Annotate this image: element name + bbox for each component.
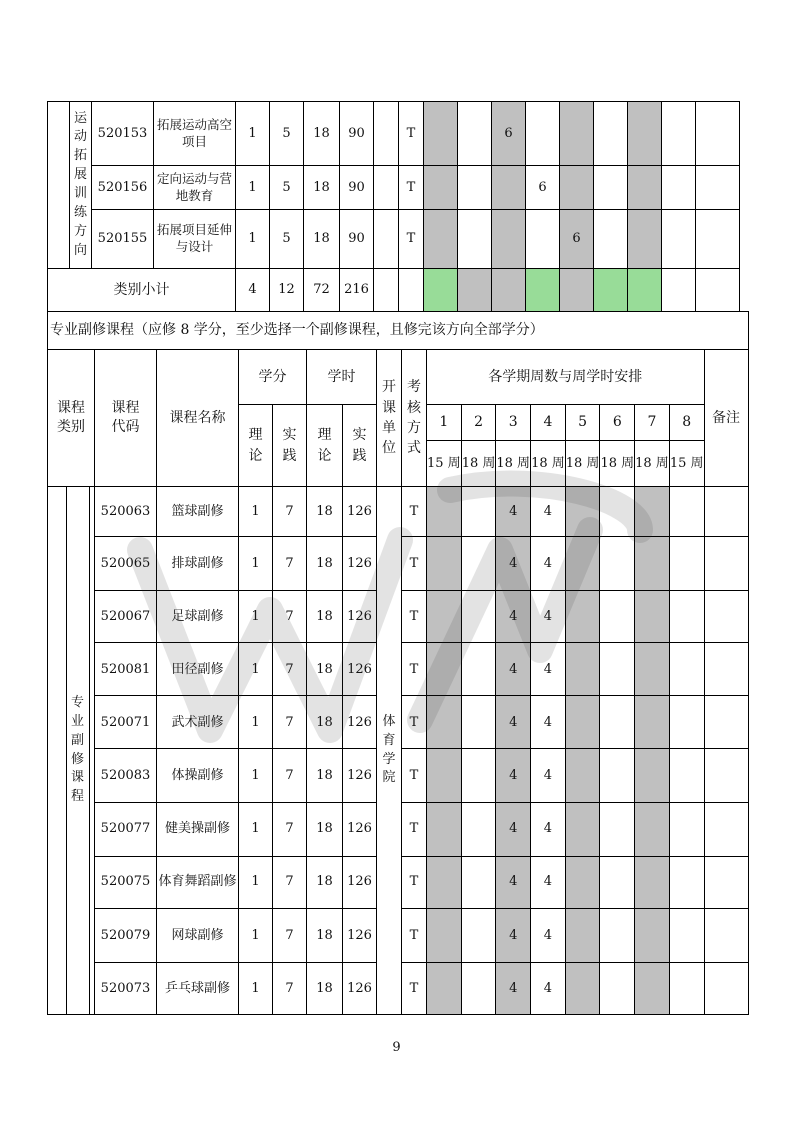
semester-5-cell bbox=[565, 537, 600, 591]
semester-7-cell bbox=[635, 856, 670, 908]
course-code: 520153 bbox=[92, 102, 154, 166]
section-title-row bbox=[48, 312, 749, 350]
semester-1-cell bbox=[427, 591, 462, 643]
minor-category: 专业副修课程 bbox=[48, 487, 95, 1015]
semester-8-cell bbox=[669, 802, 704, 856]
semester-6-cell bbox=[600, 487, 635, 537]
semester-1-cell bbox=[427, 696, 462, 749]
course-code: 520073 bbox=[95, 962, 157, 1014]
practice-credit: 7 bbox=[273, 487, 307, 537]
theory-hours: 18 bbox=[307, 591, 343, 643]
header-row bbox=[48, 350, 749, 405]
semester-8-cell bbox=[669, 962, 704, 1014]
exam-method: T bbox=[402, 856, 427, 908]
semester-8-cell bbox=[662, 102, 696, 166]
group-label: 运动拓展训练方向 bbox=[70, 102, 92, 269]
semester-header: 5 bbox=[565, 405, 600, 441]
dept-cell bbox=[374, 166, 399, 210]
semester-header: 7 bbox=[635, 405, 670, 441]
semester-3-cell: 4 bbox=[496, 749, 531, 802]
course-name: 拓展项目延伸与设计 bbox=[154, 210, 236, 269]
notes-cell bbox=[696, 269, 740, 312]
header-dept: 开课单位 bbox=[377, 350, 402, 487]
practice-credit: 7 bbox=[273, 643, 307, 696]
semester-4-cell: 4 bbox=[531, 856, 566, 908]
table-row bbox=[48, 166, 740, 210]
semester-4-cell: 4 bbox=[531, 643, 566, 696]
practice-hours: 126 bbox=[343, 537, 377, 591]
practice-credit: 5 bbox=[270, 102, 304, 166]
course-code: 520156 bbox=[92, 166, 154, 210]
semester-7-cell bbox=[635, 487, 670, 537]
course-name: 健美操副修 bbox=[157, 802, 239, 856]
notes-cell bbox=[704, 749, 748, 802]
header-credits: 学分 bbox=[239, 350, 307, 405]
theory-hours: 18 bbox=[307, 908, 343, 962]
semester-6-cell bbox=[600, 591, 635, 643]
subtotal-label: 类别小计 bbox=[48, 269, 236, 312]
semester-6-cell bbox=[600, 749, 635, 802]
semester-2-cell bbox=[461, 643, 496, 696]
semester-header: 8 bbox=[669, 405, 704, 441]
semester-6-cell bbox=[600, 643, 635, 696]
semester-5-cell bbox=[565, 591, 600, 643]
practice-credit: 7 bbox=[273, 908, 307, 962]
semester-5-cell bbox=[565, 908, 600, 962]
minor-course-table bbox=[47, 311, 749, 1015]
theory-hours: 18 bbox=[307, 856, 343, 908]
practice-credit: 7 bbox=[273, 591, 307, 643]
semester-5-cell bbox=[565, 487, 600, 537]
section-title: 专业副修课程（应修 8 学分，至少选择一个副修课程，且修完该方向全部学分） bbox=[48, 312, 749, 350]
practice-hours: 126 bbox=[343, 749, 377, 802]
semester-7-cell bbox=[635, 749, 670, 802]
semester-6-cell bbox=[600, 908, 635, 962]
semester-5-cell bbox=[565, 856, 600, 908]
practice-hours: 126 bbox=[343, 591, 377, 643]
semester-2-cell bbox=[458, 166, 492, 210]
semester-3-cell: 4 bbox=[496, 856, 531, 908]
course-name: 武术副修 bbox=[157, 696, 239, 749]
course-name: 排球副修 bbox=[157, 537, 239, 591]
semester-6-cell bbox=[594, 210, 628, 269]
course-name: 田径副修 bbox=[157, 643, 239, 696]
practice-credit: 5 bbox=[270, 166, 304, 210]
semester-1-cell bbox=[427, 908, 462, 962]
semester-1-cell bbox=[427, 802, 462, 856]
semester-7-cell bbox=[635, 908, 670, 962]
semester-7-cell bbox=[628, 102, 662, 166]
semester-4-cell bbox=[526, 210, 560, 269]
semester-1-cell bbox=[424, 166, 458, 210]
semester-4-cell: 4 bbox=[531, 487, 566, 537]
semester-8-cell bbox=[662, 210, 696, 269]
semester-4-cell: 4 bbox=[531, 962, 566, 1014]
top-course-table bbox=[47, 101, 740, 312]
practice-hours: 126 bbox=[343, 908, 377, 962]
semester-6-cell bbox=[600, 962, 635, 1014]
semester-4-cell bbox=[526, 269, 560, 312]
exam-method: T bbox=[402, 908, 427, 962]
semester-7-cell bbox=[635, 962, 670, 1014]
semester-8-cell bbox=[662, 269, 696, 312]
subtotal-practice-credit: 12 bbox=[270, 269, 304, 312]
semester-8-cell bbox=[669, 749, 704, 802]
header-schedule: 各学期周数与周学时安排 bbox=[427, 350, 705, 405]
practice-hours: 126 bbox=[343, 802, 377, 856]
table-row bbox=[48, 210, 740, 269]
semester-5-cell: 6 bbox=[560, 210, 594, 269]
course-code: 520077 bbox=[95, 802, 157, 856]
weeks-header: 15 周 bbox=[427, 441, 462, 487]
table-row bbox=[48, 102, 740, 166]
semester-header: 4 bbox=[531, 405, 566, 441]
exam-method: T bbox=[399, 102, 424, 166]
semester-8-cell bbox=[669, 696, 704, 749]
exam-method: T bbox=[402, 643, 427, 696]
course-name: 定向运动与营地教育 bbox=[154, 166, 236, 210]
weeks-header: 18 周 bbox=[496, 441, 531, 487]
semester-header: 6 bbox=[600, 405, 635, 441]
dept-cell bbox=[374, 269, 399, 312]
course-code: 520065 bbox=[95, 537, 157, 591]
semester-4-cell: 4 bbox=[531, 802, 566, 856]
header-notes: 备注 bbox=[704, 350, 748, 487]
header-practice-credit: 实践 bbox=[273, 405, 307, 487]
semester-2-cell bbox=[461, 856, 496, 908]
practice-credit: 7 bbox=[273, 696, 307, 749]
header-exam-method: 考核方式 bbox=[402, 350, 427, 487]
semester-5-cell bbox=[560, 166, 594, 210]
weeks-header: 18 周 bbox=[531, 441, 566, 487]
practice-credit: 7 bbox=[273, 856, 307, 908]
semester-8-cell bbox=[662, 166, 696, 210]
weeks-header: 18 周 bbox=[635, 441, 670, 487]
semester-6-cell bbox=[600, 696, 635, 749]
course-code: 520079 bbox=[95, 908, 157, 962]
theory-hours: 18 bbox=[304, 166, 340, 210]
theory-credit: 1 bbox=[239, 962, 273, 1014]
semester-6-cell bbox=[600, 537, 635, 591]
theory-hours: 18 bbox=[307, 537, 343, 591]
exam-method: T bbox=[402, 537, 427, 591]
course-name: 体育舞蹈副修 bbox=[157, 856, 239, 908]
theory-hours: 18 bbox=[304, 210, 340, 269]
semester-3-cell: 4 bbox=[496, 962, 531, 1014]
notes-cell bbox=[704, 962, 748, 1014]
semester-2-cell bbox=[458, 102, 492, 166]
subtotal-theory-credit: 4 bbox=[236, 269, 270, 312]
semester-8-cell bbox=[669, 643, 704, 696]
semester-2-cell bbox=[461, 749, 496, 802]
theory-credit: 1 bbox=[239, 749, 273, 802]
practice-credit: 7 bbox=[273, 802, 307, 856]
theory-hours: 18 bbox=[307, 749, 343, 802]
semester-4-cell bbox=[526, 102, 560, 166]
semester-1-cell bbox=[427, 749, 462, 802]
semester-3-cell: 4 bbox=[496, 908, 531, 962]
theory-credit: 1 bbox=[236, 210, 270, 269]
semester-6-cell bbox=[594, 269, 628, 312]
theory-credit: 1 bbox=[239, 643, 273, 696]
semester-2-cell bbox=[461, 487, 496, 537]
semester-2-cell bbox=[461, 696, 496, 749]
exam-method: T bbox=[402, 696, 427, 749]
semester-2-cell bbox=[461, 537, 496, 591]
semester-3-cell: 4 bbox=[496, 696, 531, 749]
theory-hours: 18 bbox=[307, 696, 343, 749]
semester-8-cell bbox=[669, 591, 704, 643]
practice-credit: 7 bbox=[273, 749, 307, 802]
semester-3-cell: 4 bbox=[496, 487, 531, 537]
exam-method: T bbox=[402, 802, 427, 856]
exam-method: T bbox=[402, 591, 427, 643]
theory-credit: 1 bbox=[239, 696, 273, 749]
course-name: 篮球副修 bbox=[157, 487, 239, 537]
theory-hours: 18 bbox=[307, 643, 343, 696]
practice-hours: 90 bbox=[340, 102, 374, 166]
semester-8-cell bbox=[669, 487, 704, 537]
semester-1-cell bbox=[424, 102, 458, 166]
theory-credit: 1 bbox=[236, 102, 270, 166]
semester-header: 3 bbox=[496, 405, 531, 441]
theory-hours: 18 bbox=[307, 962, 343, 1014]
semester-8-cell bbox=[669, 537, 704, 591]
practice-hours: 126 bbox=[343, 962, 377, 1014]
semester-3-cell: 4 bbox=[496, 537, 531, 591]
semester-1-cell bbox=[427, 537, 462, 591]
theory-credit: 1 bbox=[239, 537, 273, 591]
semester-7-cell bbox=[628, 166, 662, 210]
semester-2-cell bbox=[461, 962, 496, 1014]
theory-hours: 18 bbox=[304, 102, 340, 166]
semester-3-cell: 4 bbox=[496, 802, 531, 856]
course-name: 拓展运动高空项目 bbox=[154, 102, 236, 166]
department-cell: 体育学院 bbox=[377, 487, 402, 1015]
exam-method: T bbox=[399, 210, 424, 269]
semester-2-cell bbox=[461, 802, 496, 856]
exam-method: T bbox=[399, 166, 424, 210]
semester-1-cell bbox=[427, 856, 462, 908]
course-code: 520071 bbox=[95, 696, 157, 749]
practice-hours: 90 bbox=[340, 210, 374, 269]
notes-cell bbox=[704, 643, 748, 696]
semester-4-cell: 6 bbox=[526, 166, 560, 210]
table-row bbox=[48, 487, 749, 537]
semester-7-cell bbox=[628, 269, 662, 312]
course-code: 520083 bbox=[95, 749, 157, 802]
semester-5-cell bbox=[560, 269, 594, 312]
theory-credit: 1 bbox=[239, 802, 273, 856]
semester-3-cell: 4 bbox=[496, 643, 531, 696]
semester-3-cell bbox=[492, 269, 526, 312]
semester-header: 2 bbox=[461, 405, 496, 441]
semester-3-cell: 4 bbox=[496, 591, 531, 643]
header-hours: 学时 bbox=[307, 350, 377, 405]
semester-4-cell: 4 bbox=[531, 749, 566, 802]
practice-hours: 126 bbox=[343, 856, 377, 908]
semester-3-cell bbox=[492, 166, 526, 210]
theory-credit: 1 bbox=[239, 856, 273, 908]
semester-1-cell bbox=[427, 962, 462, 1014]
semester-7-cell bbox=[635, 591, 670, 643]
notes-cell bbox=[704, 802, 748, 856]
dept-cell bbox=[374, 210, 399, 269]
header-course-code: 课程代码 bbox=[95, 350, 157, 487]
subtotal-practice-hours: 216 bbox=[340, 269, 374, 312]
subtotal-row bbox=[48, 269, 740, 312]
semester-6-cell bbox=[600, 856, 635, 908]
theory-hours: 18 bbox=[307, 802, 343, 856]
weeks-header: 18 周 bbox=[461, 441, 496, 487]
course-code: 520063 bbox=[95, 487, 157, 537]
theory-credit: 1 bbox=[236, 166, 270, 210]
course-name: 网球副修 bbox=[157, 908, 239, 962]
notes-cell bbox=[696, 102, 740, 166]
subtotal-theory-hours: 72 bbox=[304, 269, 340, 312]
notes-cell bbox=[704, 856, 748, 908]
semester-header: 1 bbox=[427, 405, 462, 441]
course-name: 足球副修 bbox=[157, 591, 239, 643]
exam-method: T bbox=[402, 749, 427, 802]
practice-hours: 126 bbox=[343, 643, 377, 696]
theory-credit: 1 bbox=[239, 908, 273, 962]
semester-5-cell bbox=[565, 749, 600, 802]
notes-cell bbox=[704, 696, 748, 749]
course-name: 体操副修 bbox=[157, 749, 239, 802]
semester-7-cell bbox=[628, 210, 662, 269]
practice-credit: 7 bbox=[273, 962, 307, 1014]
practice-credit: 5 bbox=[270, 210, 304, 269]
weeks-header: 18 周 bbox=[565, 441, 600, 487]
header-theory-credit: 理论 bbox=[239, 405, 273, 487]
semester-2-cell bbox=[458, 210, 492, 269]
semester-7-cell bbox=[635, 696, 670, 749]
semester-4-cell: 4 bbox=[531, 537, 566, 591]
semester-4-cell: 4 bbox=[531, 696, 566, 749]
course-code: 520067 bbox=[95, 591, 157, 643]
header-course-name: 课程名称 bbox=[157, 350, 239, 487]
semester-6-cell bbox=[594, 166, 628, 210]
semester-5-cell bbox=[560, 102, 594, 166]
header-course-type: 课程类别 bbox=[48, 350, 95, 487]
weeks-header: 18 周 bbox=[600, 441, 635, 487]
semester-5-cell bbox=[565, 962, 600, 1014]
semester-3-cell bbox=[492, 210, 526, 269]
practice-hours: 90 bbox=[340, 166, 374, 210]
theory-credit: 1 bbox=[239, 487, 273, 537]
semester-6-cell bbox=[600, 802, 635, 856]
semester-5-cell bbox=[565, 643, 600, 696]
semester-2-cell bbox=[461, 908, 496, 962]
page-number: 9 bbox=[392, 1040, 401, 1055]
notes-cell bbox=[704, 487, 748, 537]
semester-7-cell bbox=[635, 537, 670, 591]
semester-2-cell bbox=[458, 269, 492, 312]
header-theory-hours: 理论 bbox=[307, 405, 343, 487]
practice-hours: 126 bbox=[343, 696, 377, 749]
theory-credit: 1 bbox=[239, 591, 273, 643]
notes-cell bbox=[704, 908, 748, 962]
theory-hours: 18 bbox=[307, 487, 343, 537]
semester-7-cell bbox=[635, 802, 670, 856]
semester-8-cell bbox=[669, 908, 704, 962]
semester-3-cell: 6 bbox=[492, 102, 526, 166]
semester-1-cell bbox=[424, 210, 458, 269]
course-name: 乒乓球副修 bbox=[157, 962, 239, 1014]
practice-credit: 7 bbox=[273, 537, 307, 591]
notes-cell bbox=[704, 591, 748, 643]
notes-cell bbox=[696, 166, 740, 210]
dept-cell bbox=[374, 102, 399, 166]
course-code: 520075 bbox=[95, 856, 157, 908]
semester-5-cell bbox=[565, 802, 600, 856]
semester-2-cell bbox=[461, 591, 496, 643]
course-code: 520155 bbox=[92, 210, 154, 269]
semester-1-cell bbox=[424, 269, 458, 312]
semester-6-cell bbox=[594, 102, 628, 166]
weeks-header: 15 周 bbox=[669, 441, 704, 487]
course-code: 520081 bbox=[95, 643, 157, 696]
exam-method: T bbox=[402, 487, 427, 537]
semester-4-cell: 4 bbox=[531, 908, 566, 962]
practice-hours: 126 bbox=[343, 487, 377, 537]
semester-8-cell bbox=[669, 856, 704, 908]
minor-rows bbox=[48, 487, 749, 1015]
exam-cell bbox=[399, 269, 424, 312]
semester-1-cell bbox=[427, 487, 462, 537]
notes-cell bbox=[704, 537, 748, 591]
header-practice-hours: 实践 bbox=[343, 405, 377, 487]
semester-7-cell bbox=[635, 643, 670, 696]
notes-cell bbox=[696, 210, 740, 269]
semester-4-cell: 4 bbox=[531, 591, 566, 643]
semester-1-cell bbox=[427, 643, 462, 696]
exam-method: T bbox=[402, 962, 427, 1014]
semester-5-cell bbox=[565, 696, 600, 749]
